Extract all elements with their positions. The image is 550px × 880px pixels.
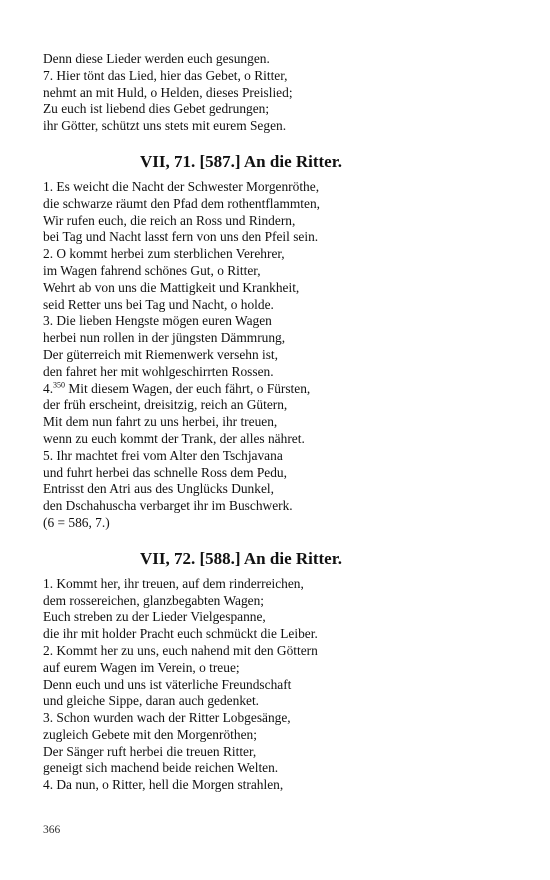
text-line: 7. Hier tönt das Lied, hier das Gebet, o Ritter,: [43, 67, 288, 83]
text-line: der früh erscheint, dreisitzig, reich an Gütern,: [43, 397, 288, 413]
text-line: dem rossereichen, glanzbegabten Wagen;: [43, 592, 265, 608]
verse-text: Mit diesem Wagen, der euch fährt, o Fürsten,: [65, 380, 311, 396]
text-line: Zu euch ist liebend dies Gebet gedrungen;: [43, 101, 270, 117]
hymn-71-heading: VII, 71. [587.] An die Ritter.: [140, 151, 342, 171]
text-line: und fuhrt herbei das schnelle Ross dem Pedu,: [43, 464, 287, 480]
text-line: die schwarze räumt den Pfad dem rothentflammten,: [43, 195, 321, 211]
text-line: geneigt sich machend beide reichen Welten.: [43, 760, 279, 776]
hymn-72-text: [43, 576, 513, 794]
text-line: Der güterreich mit Riemenwerk versehn ist,: [43, 346, 279, 362]
text-line: 5. Ihr machtet frei vom Alter den Tschjavana: [43, 447, 283, 463]
text-line: den fahret her mit wohlgeschirrten Rossen.: [43, 363, 274, 379]
text-line: 3. Die lieben Hengste mögen euren Wagen: [43, 313, 272, 329]
text-line: bei Tag und Nacht lasst fern von uns den Pfeil sein.: [43, 229, 319, 245]
text-line: Mit dem nun fahrt zu uns herbei, ihr treuen,: [43, 414, 278, 430]
page-body: [43, 51, 513, 794]
verse-4-line: [43, 381, 513, 398]
text-line: Euch streben zu der Lieder Vielgespanne,: [43, 609, 266, 625]
cross-reference: (6 = 586, 7.): [43, 514, 110, 530]
text-line: herbei nun rollen in der jüngsten Dämmrung,: [43, 330, 286, 346]
text-line: seid Retter uns bei Tag und Nacht, o holde.: [43, 296, 274, 312]
text-line: auf eurem Wagen im Verein, o treue;: [43, 659, 240, 675]
text-line: im Wagen fahrend schönes Gut, o Ritter,: [43, 262, 261, 278]
text-line: Denn diese Lieder werden euch gesungen.: [43, 51, 270, 66]
text-line: den Dschahuscha verbarget ihr im Buschwerk.: [43, 498, 293, 514]
text-line: Wir rufen euch, die reich an Ross und Rindern,: [43, 212, 296, 228]
text-line: Der Sänger ruft herbei die treuen Ritter,: [43, 743, 257, 759]
text-line: 2. O kommt herbei zum sterblichen Verehrer,: [43, 246, 285, 262]
text-line: Wehrt ab von uns die Mattigkeit und Krankheit,: [43, 279, 300, 295]
text-line: zugleich Gebete mit den Morgenröthen;: [43, 726, 257, 742]
intro-stanza: [43, 51, 513, 135]
text-line: wenn zu euch kommt der Trank, der alles nähret.: [43, 430, 305, 446]
text-line: Entrisst den Atri aus des Unglücks Dunkel,: [43, 481, 274, 497]
footnote-marker[interactable]: 350: [53, 380, 66, 390]
text-line: ihr Götter, schützt uns stets mit eurem Segen.: [43, 118, 287, 134]
text-line: 4. Da nun, o Ritter, hell die Morgen strahlen,: [43, 777, 284, 793]
text-line: 2. Kommt her zu uns, euch nahend mit den Göttern: [43, 642, 318, 658]
text-line: 1. Es weicht die Nacht der Schwester Morgenröthe,: [43, 178, 320, 194]
text-line: Denn euch und uns ist väterliche Freundschaft: [43, 676, 292, 692]
text-line: die ihr mit holder Pracht euch schmückt die Leiber.: [43, 626, 318, 642]
text-line: nehmt an mit Huld, o Helden, dieses Preislied;: [43, 84, 293, 100]
text-line: 3. Schon wurden wach der Ritter Lobgesänge,: [43, 710, 291, 726]
page-number: 366: [43, 824, 61, 836]
verse-number: 4.: [43, 380, 54, 396]
text-line: und gleiche Sippe, daran auch gedenket.: [43, 693, 260, 709]
hymn-71-text: [43, 179, 513, 532]
hymn-72-heading: VII, 72. [588.] An die Ritter.: [140, 548, 342, 568]
text-line: 1. Kommt her, ihr treuen, auf dem rinderreichen,: [43, 575, 304, 591]
